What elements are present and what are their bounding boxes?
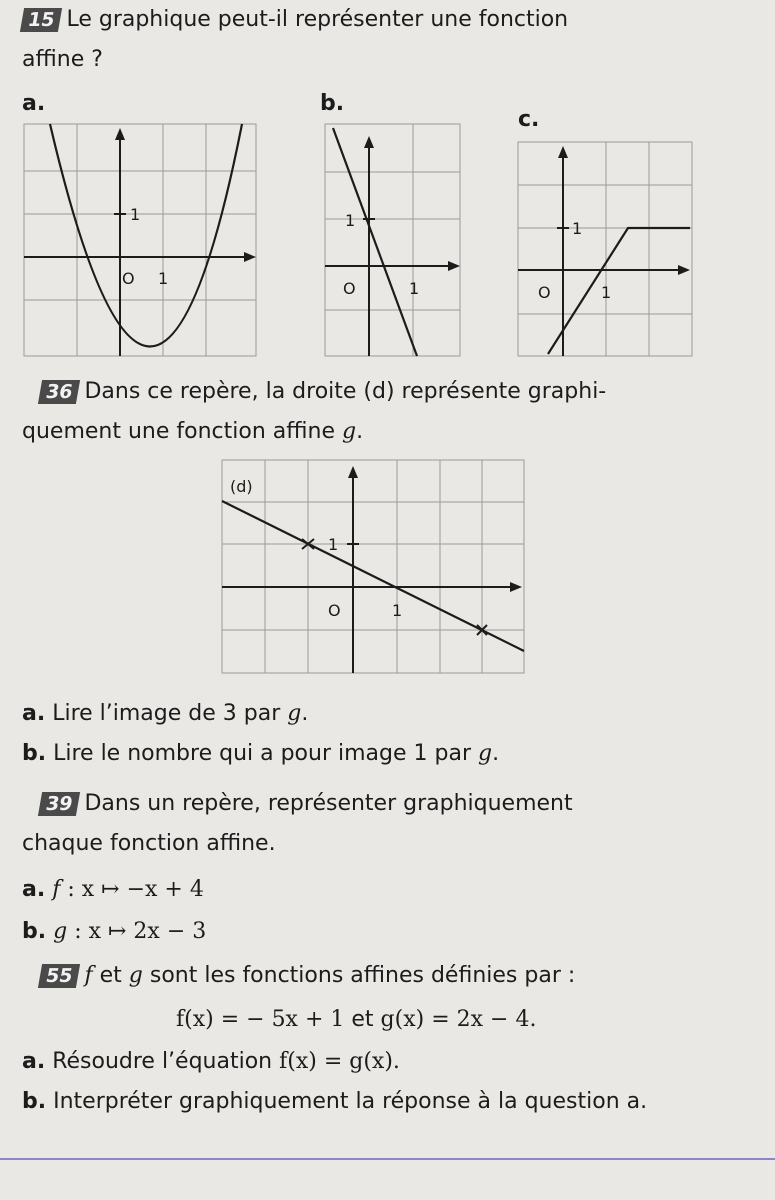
ex36-qa-end: . — [301, 701, 309, 726]
ex39-line1-text: Dans un repère, représenter graphiquement — [84, 791, 573, 816]
ex39-line1 — [40, 790, 573, 818]
ex36-line2-end: . — [356, 419, 364, 444]
ex39-qb-expr: : x ↦ 2x − 3 — [67, 919, 207, 944]
ex36-x-arrow — [510, 582, 522, 592]
graph-c-tick-x: 1 — [601, 283, 612, 302]
graph-a-tick-x: 1 — [158, 269, 169, 288]
ex15-graph-a-label: a. — [22, 91, 46, 116]
ex15-graph-b-label: b. — [320, 91, 345, 116]
ex36-line2 — [22, 418, 363, 446]
graph-b-x-arrow — [448, 261, 460, 271]
bottom-rule — [0, 1158, 775, 1160]
ex36-graph-grid — [222, 460, 524, 673]
ex55-line1 — [40, 962, 575, 990]
ex55-g: g — [128, 963, 143, 988]
ex36-qa-text: Lire l’image de 3 par — [52, 701, 288, 726]
ex55-f: f — [84, 963, 93, 988]
ex39-qa-label: a. — [22, 877, 46, 902]
ex15-graph-c — [518, 142, 692, 356]
ex36-graph — [222, 460, 524, 673]
ex55-qb-label: b. — [22, 1089, 47, 1114]
ex36-y-arrow — [348, 466, 358, 478]
ex36-qb-end: . — [492, 741, 500, 766]
ex39-question-a — [22, 876, 204, 904]
ex55-number: 55 — [38, 964, 81, 988]
ex36-qb-text: Lire le nombre qui a pour image 1 par — [53, 741, 478, 766]
graph-b-tick-y: 1 — [345, 211, 356, 230]
ex15-title-line2: affine ? — [22, 47, 103, 72]
ex36-line1 — [40, 378, 606, 406]
ex36-line2-var: g — [342, 419, 357, 444]
ex36-qa-var: g — [287, 701, 302, 726]
ex36-line-d — [222, 501, 524, 651]
graph-b-origin: O — [343, 279, 356, 298]
ex36-origin: O — [328, 601, 341, 620]
ex39-qa-expr: : x ↦ −x + 4 — [60, 877, 204, 902]
graph-b-line — [333, 128, 420, 356]
graph-c-x-arrow — [678, 265, 690, 275]
graph-a-tick-y: 1 — [130, 205, 141, 224]
ex39-qb-name: g — [53, 919, 68, 944]
graph-c-y-arrow — [558, 146, 568, 158]
ex55-question-b — [22, 1088, 647, 1116]
ex15-graph-a — [24, 124, 256, 356]
ex15-number: 15 — [20, 8, 63, 32]
graph-c-tick-y: 1 — [572, 219, 583, 238]
ex36-qa-label: a. — [22, 701, 46, 726]
ex15-title — [22, 6, 568, 34]
ex55-eq-f: f(x) = − 5x + 1 — [176, 1007, 345, 1032]
graph-a-y-arrow — [115, 128, 125, 140]
ex55-equations — [176, 1006, 536, 1034]
ex36-qb-label: b. — [22, 741, 47, 766]
graph-c-grid — [518, 142, 692, 356]
graph-a-x-arrow — [244, 252, 256, 262]
graph-b-tick-x: 1 — [409, 279, 420, 298]
graph-c-line — [548, 228, 690, 354]
ex39-number: 39 — [38, 792, 81, 816]
ex36-tick-x: 1 — [392, 601, 403, 620]
ex36-line-label: (d) — [230, 477, 253, 496]
ex36-qb-var: g — [477, 741, 493, 766]
ex55-line1-mid: et — [92, 963, 129, 988]
ex55-question-a — [22, 1048, 400, 1076]
ex39-question-b — [22, 918, 206, 946]
ex55-qa-text: Résoudre l’équation — [45, 1049, 280, 1074]
ex55-eq-and: et — [344, 1007, 381, 1032]
ex36-line1-text: Dans ce repère, la droite (d) représente graphi- — [84, 379, 607, 404]
ex15-graph-c-label: c. — [518, 107, 540, 132]
graph-a-parabola — [50, 124, 242, 347]
ex55-eq-g: g(x) = 2x − 4. — [380, 1007, 537, 1032]
ex36-question-b — [22, 740, 499, 768]
ex36-tick-y: 1 — [328, 535, 339, 554]
ex15-graph-b — [325, 124, 460, 356]
graph-b-y-arrow — [364, 136, 374, 148]
ex36-number: 36 — [38, 380, 81, 404]
ex55-qb-text: Interpréter graphiquement la réponse à la question a. — [46, 1089, 648, 1114]
ex55-line1-end: sont les fonctions affines définies par : — [142, 963, 576, 988]
ex39-qb-label: b. — [22, 919, 47, 944]
ex55-qa-eq: f(x) = g(x). — [279, 1049, 400, 1074]
ex36-question-a — [22, 700, 308, 728]
graph-a-origin: O — [122, 269, 135, 288]
ex39-line2: chaque fonction affine. — [22, 831, 276, 856]
ex15-title-line1: Le graphique peut-il représenter une fonction — [66, 7, 569, 32]
ex39-qa-name: f — [52, 877, 61, 902]
graph-c-origin: O — [538, 283, 551, 302]
ex55-qa-label: a. — [22, 1049, 46, 1074]
ex36-line2-text: quement une fonction affine — [22, 419, 342, 444]
